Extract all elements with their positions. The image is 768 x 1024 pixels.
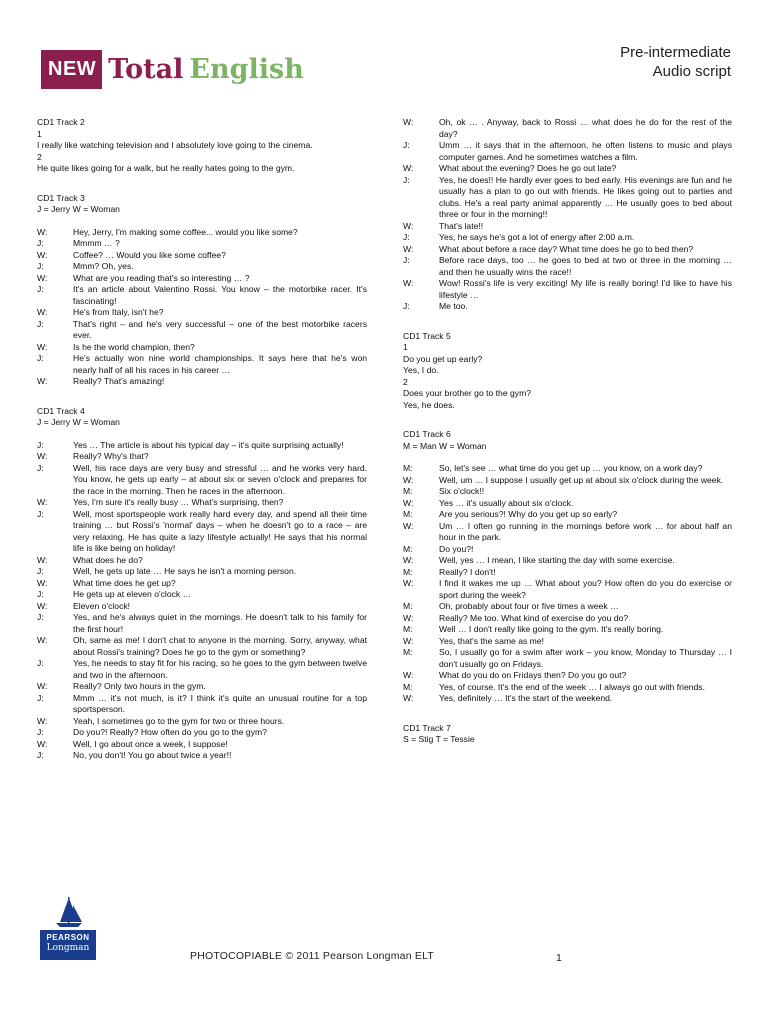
doc-type-label: Audio script: [652, 63, 731, 80]
page-number: 1: [556, 952, 562, 964]
dialogue-text: Well, I go about once a week, I suppose!: [73, 738, 228, 749]
speaker-label: W:: [403, 670, 414, 680]
logo-english-text: English: [189, 54, 304, 85]
dialogue-line: [37, 353, 367, 376]
dialogue-line: [403, 682, 732, 694]
dialogue-text: What do you do on Fridays then? Do you go out?: [439, 670, 627, 680]
dialogue-text: Eleven o'clock!: [73, 600, 131, 611]
dialogue-line: [403, 613, 732, 625]
dialogue-line: [403, 244, 732, 256]
speaker-label: J:: [403, 255, 410, 265]
speaker-label: W:: [37, 307, 48, 317]
speaker-label: W:: [403, 497, 414, 508]
script-line: 1: [37, 128, 42, 139]
dialogue-text: What time does he get up?: [73, 577, 176, 588]
script-line: 1: [403, 342, 408, 352]
script-line: S = Stig T = Tessie: [403, 734, 475, 744]
speaker-label: J:: [37, 261, 44, 271]
logo: [41, 50, 304, 89]
speaker-label: J:: [403, 174, 410, 185]
dialogue-text: What are you reading that's so interesting … ?: [73, 272, 250, 283]
dialogue-text: Oh, ok … . Anyway, back to Rossi … what does he do for the rest of the day?: [439, 117, 732, 139]
dialogue-text: Yes, he does!! He hardly ever goes to bed early. His evenings are fun and he usually has a plan to go out with friends. He likes going out to parties and clubs. He's a real party animal apparently … He usually goes to bed about three or four in the morning!!: [439, 174, 732, 219]
speaker-label: W:: [37, 451, 48, 461]
dialogue-text: Well, yes … I mean, I like starting the day with some exercise.: [439, 555, 675, 565]
dialogue-line: [403, 117, 732, 140]
speaker-label: M:: [403, 681, 413, 692]
dialogue-line: [403, 140, 732, 163]
dialogue-text: I find it wakes me up … What about you? How often do you do exercise or sport during the week?: [439, 578, 732, 600]
dialogue-text: What does he do?: [73, 554, 143, 565]
dialogue-line: [403, 567, 732, 579]
dialogue-line: [37, 238, 367, 250]
script-section: [403, 723, 732, 746]
dialogue-text: Yes, and he's always quiet in the mornings. He doesn't talk to his family for the first hour!: [73, 612, 367, 634]
spacer: [37, 429, 367, 440]
speaker-label: J:: [37, 727, 44, 737]
script-section: [37, 406, 367, 762]
dialogue-line: [403, 636, 732, 648]
dialogue-text: Yes, he says he's got a lot of energy after 2:00 a.m.: [439, 232, 635, 242]
dialogue-line: [403, 578, 732, 601]
dialogue-text: So, I usually go for a swim after work – you know, Monday to Thursday … I don't usually go on Fridays.: [439, 647, 732, 669]
dialogue-text: Yes, that's the same as me!: [439, 635, 544, 646]
script-section: [403, 117, 732, 313]
dialogue-line: [403, 647, 732, 670]
dialogue-line: [403, 221, 732, 233]
speaker-label: W:: [403, 278, 414, 288]
dialogue-text: Oh, same as me! I don't chat to anyone in the morning. Sorry, anyway, what about Rossi's training? Does he go to the gym or something?: [73, 635, 367, 657]
dialogue-line: [403, 175, 732, 221]
speaker-label: J:: [37, 750, 44, 760]
speaker-label: J:: [37, 353, 44, 363]
speaker-label: M:: [403, 624, 413, 634]
dialogue-text: He's from Italy, isn't he?: [73, 307, 164, 317]
speaker-label: W:: [37, 226, 48, 237]
dialogue-text: Do you?! Really? How often do you go to the gym?: [73, 727, 267, 737]
script-line: I really like watching television and I absolutely love going to the cinema.: [37, 140, 313, 150]
speaker-label: W:: [37, 577, 48, 588]
script-line: 2: [37, 151, 42, 162]
speaker-label: J:: [37, 439, 44, 450]
dialogue-line: [37, 509, 367, 555]
dialogue-line: [37, 376, 367, 388]
dialogue-text: What about the evening? Does he go out late?: [439, 163, 617, 173]
dialogue-text: Mmm? Oh, yes.: [73, 261, 134, 271]
dialogue-text: Really? I don't!: [439, 566, 496, 577]
dialogue-text: Well, his race days are very busy and stressful … and he works very hard. You know, he gets up early – at about six or seven o'clock and prepares for the race in the morning. Then he races in the afternoon.: [73, 462, 367, 496]
dialogue-text: Well, most sportspeople work really hard every day, and spend all their time training … but Rossi's 'normal' days – when he doesn't go to a race – are very relaxing. He has quite a lazy lifestyle actually! He says that his normal life is like being on holiday!: [73, 508, 367, 553]
speaker-label: J:: [37, 508, 44, 519]
dialogue-line: [37, 451, 367, 463]
dialogue-line: [37, 497, 367, 509]
dialogue-line: [403, 521, 732, 544]
dialogue-line: [37, 440, 367, 452]
track-title: CD1 Track 3: [37, 192, 85, 203]
speaker-label: W:: [403, 220, 414, 231]
dialogue-line: [403, 255, 732, 278]
speaker-label: W:: [403, 163, 414, 173]
speaker-label: J:: [37, 566, 44, 576]
dialogue-line: [403, 670, 732, 682]
dialogue-line: [403, 232, 732, 244]
speaker-label: W:: [37, 249, 48, 260]
spacer: [37, 216, 367, 227]
dialogue-line: [403, 163, 732, 175]
track-title: CD1 Track 4: [37, 405, 85, 416]
dialogue-line: [37, 555, 367, 567]
script-line: 2: [403, 376, 408, 387]
speaker-label: W:: [403, 635, 414, 646]
speaker-label: W:: [403, 474, 414, 485]
dialogue-line: [37, 578, 367, 590]
speaker-label: J:: [37, 589, 44, 599]
dialogue-line: [403, 544, 732, 556]
script-section: [403, 429, 732, 705]
dialogue-line: [37, 601, 367, 613]
dialogue-text: Yes … it's usually about six o'clock.: [439, 497, 574, 508]
dialogue-text: He's actually won nine world championships. It says here that he's won nearly half of all his races in his career …: [73, 353, 367, 375]
dialogue-text: Really? Only two hours in the gym.: [73, 681, 206, 691]
script-section: [403, 331, 732, 412]
spacer: [403, 452, 732, 463]
dialogue-line: [37, 250, 367, 262]
dialogue-text: Are you serious?! Why do you get up so early?: [439, 509, 618, 519]
footer-copyright: PHOTOCOPIABLE © 2011 Pearson Longman ELT: [190, 950, 434, 962]
dialogue-line: [37, 589, 367, 601]
dialogue-line: [37, 273, 367, 285]
script-line: M = Man W = Woman: [403, 440, 487, 451]
dialogue-text: Oh, probably about four or five times a week …: [439, 601, 619, 611]
dialogue-text: Yes, of course. It's the end of the week … I always go out with friends.: [439, 681, 705, 692]
script-line: Yes, I do.: [403, 365, 439, 375]
script-section: [37, 193, 367, 388]
speaker-label: W:: [37, 635, 48, 645]
track-title: CD1 Track 7: [403, 722, 451, 733]
speaker-label: W:: [403, 555, 414, 565]
dialogue-text: Wow! Rossi's life is very exciting! My life is really boring! I'd like to have his lifestyle …: [439, 278, 732, 300]
dialogue-text: Hey, Jerry, I'm making some coffee... would you like some?: [73, 226, 298, 237]
speaker-label: W:: [403, 578, 414, 588]
speaker-label: J:: [37, 238, 44, 248]
dialogue-line: [37, 342, 367, 354]
script-line: J = Jerry W = Woman: [37, 417, 120, 427]
speaker-label: W:: [37, 376, 48, 386]
dialogue-line: [37, 307, 367, 319]
dialogue-text: Mmmm … ?: [73, 238, 120, 248]
dialogue-text: Well, um … I suppose I usually get up at about six o'clock during the week.: [439, 474, 724, 485]
dialogue-line: [37, 658, 367, 681]
dialogue-text: Yes, definitely … It's the start of the weekend.: [439, 693, 613, 703]
speaker-label: J:: [37, 318, 44, 329]
script-line: J = Jerry W = Woman: [37, 204, 120, 214]
dialogue-line: [37, 227, 367, 239]
header-info: [620, 43, 731, 81]
dialogue-text: Yes … The article is about his typical day – it's quite surprising actually!: [73, 439, 344, 450]
dialogue-text: That's late!!: [439, 220, 484, 231]
longman-text: Longman: [46, 943, 90, 953]
dialogue-line: [403, 301, 732, 313]
dialogue-line: [37, 681, 367, 693]
dialogue-text: So, let's see … what time do you get up … you know, on a work day?: [439, 463, 703, 473]
dialogue-line: [37, 739, 367, 751]
speaker-label: M:: [403, 463, 413, 473]
dialogue-line: [37, 612, 367, 635]
dialogue-line: [37, 463, 367, 498]
dialogue-line: [37, 284, 367, 307]
dialogue-line: [37, 635, 367, 658]
dialogue-line: [37, 261, 367, 273]
dialogue-text: Umm … it says that in the afternoon, he often listens to music and plays computer games. And he sometimes watches a film.: [439, 140, 732, 162]
dialogue-text: Yeah, I sometimes go to the gym for two or three hours.: [73, 715, 285, 726]
dialogue-text: Really? Why's that?: [73, 451, 149, 461]
speaker-label: M:: [403, 543, 413, 554]
speaker-label: M:: [403, 566, 413, 577]
logo-new-badge: NEW: [41, 50, 102, 89]
dialogue-text: It's an article about Valentino Rossi. You know – the motorbike racer. It's fascinating!: [73, 284, 367, 306]
dialogue-text: Really? Me too. What kind of exercise do you do?: [439, 612, 629, 623]
speaker-label: J:: [37, 462, 44, 473]
dialogue-line: [403, 278, 732, 301]
dialogue-text: Do you?!: [439, 543, 474, 554]
speaker-label: W:: [403, 612, 414, 623]
script-line: Does your brother go to the gym?: [403, 388, 532, 398]
dialogue-text: Me too.: [439, 301, 468, 311]
dialogue-line: [403, 498, 732, 510]
speaker-label: W:: [37, 715, 48, 726]
dialogue-line: [37, 693, 367, 716]
dialogue-text: He gets up at eleven o'clock …: [73, 589, 192, 599]
dialogue-text: Is he the world champion, then?: [73, 341, 195, 352]
speaker-label: J:: [37, 284, 44, 294]
speaker-label: W:: [37, 341, 48, 352]
right-column: [403, 117, 732, 764]
script-line: He quite likes going for a walk, but he really hates going to the gym.: [37, 163, 295, 173]
track-title: CD1 Track 5: [403, 330, 451, 341]
script-line: Yes, he does.: [403, 399, 455, 410]
dialogue-text: Yes, I'm sure it's really busy … What's surprising, then?: [73, 497, 284, 507]
dialogue-line: [403, 475, 732, 487]
dialogue-line: [37, 319, 367, 342]
speaker-label: W:: [403, 117, 414, 127]
dialogue-line: [403, 601, 732, 613]
speaker-label: W:: [37, 554, 48, 565]
script-section: [37, 117, 367, 175]
dialogue-line: [403, 693, 732, 705]
speaker-label: W:: [37, 738, 48, 749]
speaker-label: W:: [37, 497, 48, 507]
speaker-label: M:: [403, 509, 413, 519]
dialogue-text: Really? That's amazing!: [73, 376, 165, 386]
speaker-label: J:: [403, 140, 410, 150]
speaker-label: J:: [37, 692, 44, 703]
speaker-label: M:: [403, 647, 413, 657]
speaker-label: W:: [403, 243, 414, 254]
dialogue-line: [403, 509, 732, 521]
dialogue-line: [403, 555, 732, 567]
pearson-longman-logo: [40, 896, 96, 960]
track-title: CD1 Track 2: [37, 117, 85, 127]
dialogue-line: [403, 486, 732, 498]
speaker-label: W:: [403, 520, 414, 531]
dialogue-line: [37, 750, 367, 762]
dialogue-text: Yes, he needs to stay fit for his racing, so he goes to the gym between twelve and two in the afternoon.: [73, 658, 367, 680]
speaker-label: J:: [37, 658, 44, 668]
speaker-label: M:: [403, 486, 413, 496]
level-label: Pre-intermediate: [620, 44, 731, 61]
dialogue-text: Well, he gets up late … He says he isn't a morning person.: [73, 566, 297, 576]
ship-icon: [40, 896, 96, 930]
speaker-label: W:: [37, 600, 48, 611]
script-line: Do you get up early?: [403, 353, 483, 364]
speaker-label: J:: [403, 301, 410, 311]
track-title: CD1 Track 6: [403, 429, 451, 439]
dialogue-text: What about before a race day? What time does he go to bed then?: [439, 243, 694, 254]
dialogue-text: Mmm … it's not much, is it? I think it's quite an unusual routine for a top sportsperson.: [73, 692, 367, 714]
logo-total-text: Total: [108, 54, 184, 85]
speaker-label: W:: [37, 272, 48, 283]
speaker-label: M:: [403, 601, 413, 611]
speaker-label: J:: [37, 612, 44, 622]
dialogue-line: [403, 463, 732, 475]
dialogue-line: [37, 566, 367, 578]
dialogue-text: Well … I don't really like going to the gym. It's really boring.: [439, 624, 664, 634]
dialogue-line: [403, 624, 732, 636]
pearson-box: [40, 930, 96, 960]
dialogue-text: Six o'clock!!: [439, 486, 485, 496]
dialogue-line: [37, 716, 367, 728]
dialogue-text: Um … I often go running in the mornings before work … for about half an hour in the park.: [439, 520, 732, 542]
speaker-label: J:: [403, 232, 410, 242]
dialogue-text: No, you don't! You go about twice a year!!: [73, 750, 232, 760]
speaker-label: W:: [37, 681, 48, 691]
dialogue-text: Before race days, too … he goes to bed at two or three in the morning … and then he usually wins the race!!: [439, 255, 732, 277]
dialogue-text: That's right – and he's very successful – one of the best motorbike racers ever.: [73, 318, 367, 340]
left-column: [37, 117, 367, 780]
pearson-text: PEARSON: [46, 933, 90, 942]
dialogue-text: Coffee? … Would you like some coffee?: [73, 249, 226, 260]
speaker-label: W:: [403, 693, 414, 703]
dialogue-line: [37, 727, 367, 739]
